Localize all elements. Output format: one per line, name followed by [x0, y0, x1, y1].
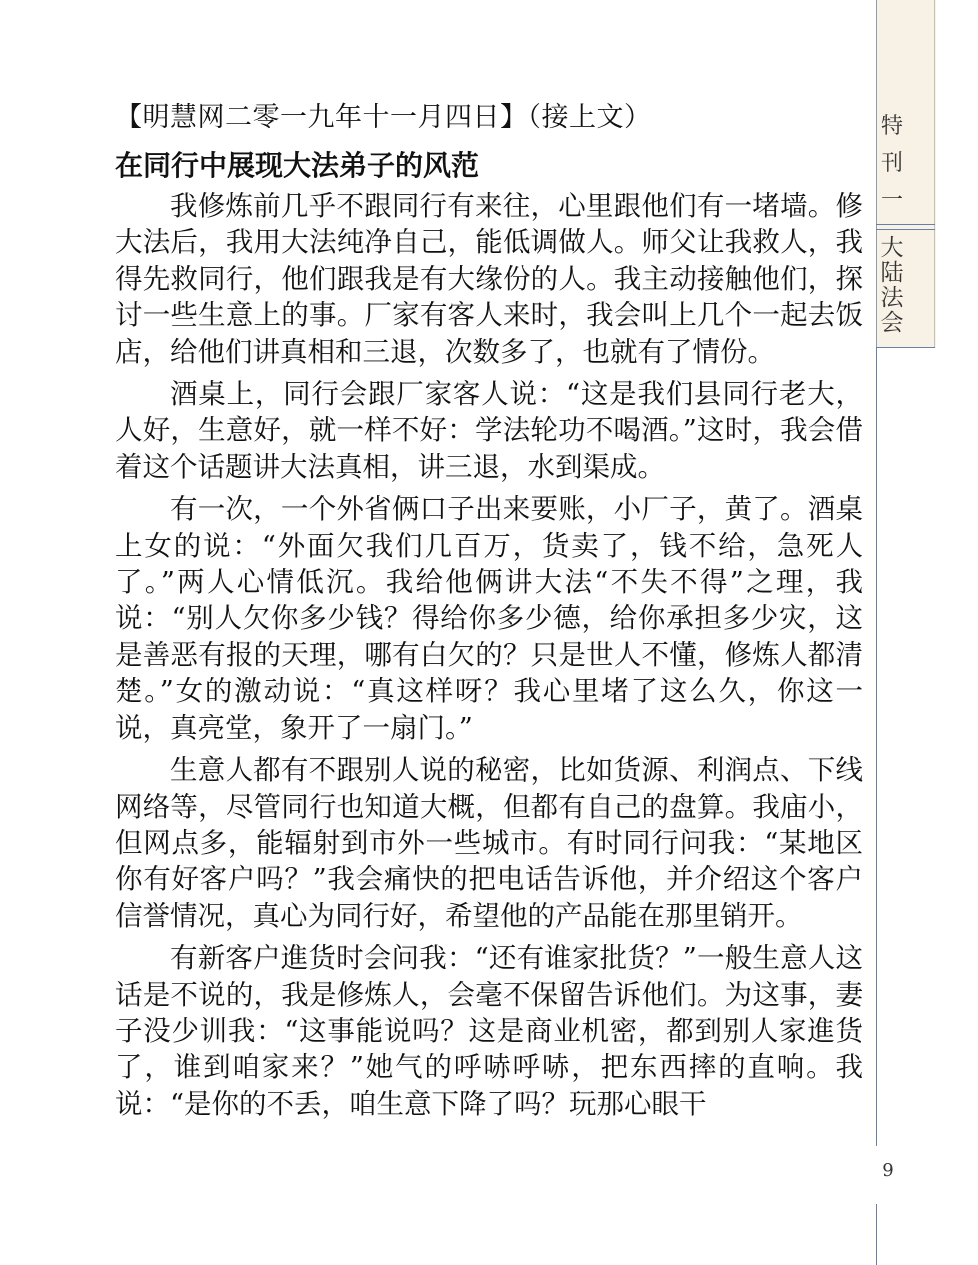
- article-body: [115, 98, 863, 1128]
- paragraph: 我修炼前几乎不跟同行有来往，心里跟他们有一堵墙。修大法后，我用大法纯净自己，能低调做人。师父让我救人，我得先救同行，他们跟我是有大缘份的人。我主动接触他们，探讨一些生意上的事。厂家有客人来时，我会叫上几个一起去饭店，给他们讲真相和三退，次数多了，也就有了情份。: [115, 190, 863, 368]
- margin-rule: [876, 1204, 877, 1265]
- margin-rule: [876, 348, 877, 1146]
- date-header: 【明慧网二零一九年十一月四日】（接上文）: [115, 102, 652, 133]
- side-tab-divider: [876, 347, 935, 348]
- side-tab-divider: [876, 229, 935, 230]
- side-tab-edge: [934, 0, 935, 348]
- paragraph: 酒桌上，同行会跟厂家客人说：“这是我们县同行老大，人好，生意好，就一样不好：学法轮功不喝酒。”这时，我会借着这个话题讲大法真相，讲三退，水到渠成。: [115, 378, 863, 483]
- side-tab-mainland-conference: 大 陆 法 会: [880, 235, 904, 336]
- paragraph: 有新客户進货时会问我：“还有谁家批货？”一般生意人这话是不说的，我是修炼人，会毫不保留告诉他们。为这事，妻子没少训我：“这事能说吗？这是商业机密，都到别人家進货了，谁到咱家来？”她气的呼哧呼哧，把东西摔的直响。我说：“是你的不丢，咱生意下降了吗？玩那心眼干: [115, 942, 863, 1120]
- paragraph: 生意人都有不跟别人说的秘密，比如货源、利润点、下线网络等，尽管同行也知道大概，但都有自己的盘算。我庙小，但网点多，能辐射到市外一些城市。有时同行问我：“某地区你有好客户吗？”我会痛快的把电话告诉他，并介绍这个客户信誉情况，真心为同行好，希望他的产品能在那里销开。: [115, 754, 863, 932]
- side-tab-special-issue: 特 刊 一: [880, 114, 903, 213]
- side-tab-divider: [876, 224, 935, 225]
- section-title: 在同行中展现大法弟子的风范: [115, 149, 480, 182]
- page-number: 9: [882, 1160, 894, 1181]
- paragraph: 有一次，一个外省俩口子出来要账，小厂子，黄了。酒桌上女的说：“外面欠我们几百万，货卖了，钱不给，急死人了。”两人心情低沉。我给他俩讲大法“不失不得”之理，我说：“别人欠你多少钱？得给你多少德，给你承担多少灾，这是善恶有报的天理，哪有白欠的？只是世人不懂，修炼人都清楚。”女的激动说：“真这样呀？我心里堵了这么久，你这一说，真亮堂，象开了一扇门。”: [115, 493, 863, 744]
